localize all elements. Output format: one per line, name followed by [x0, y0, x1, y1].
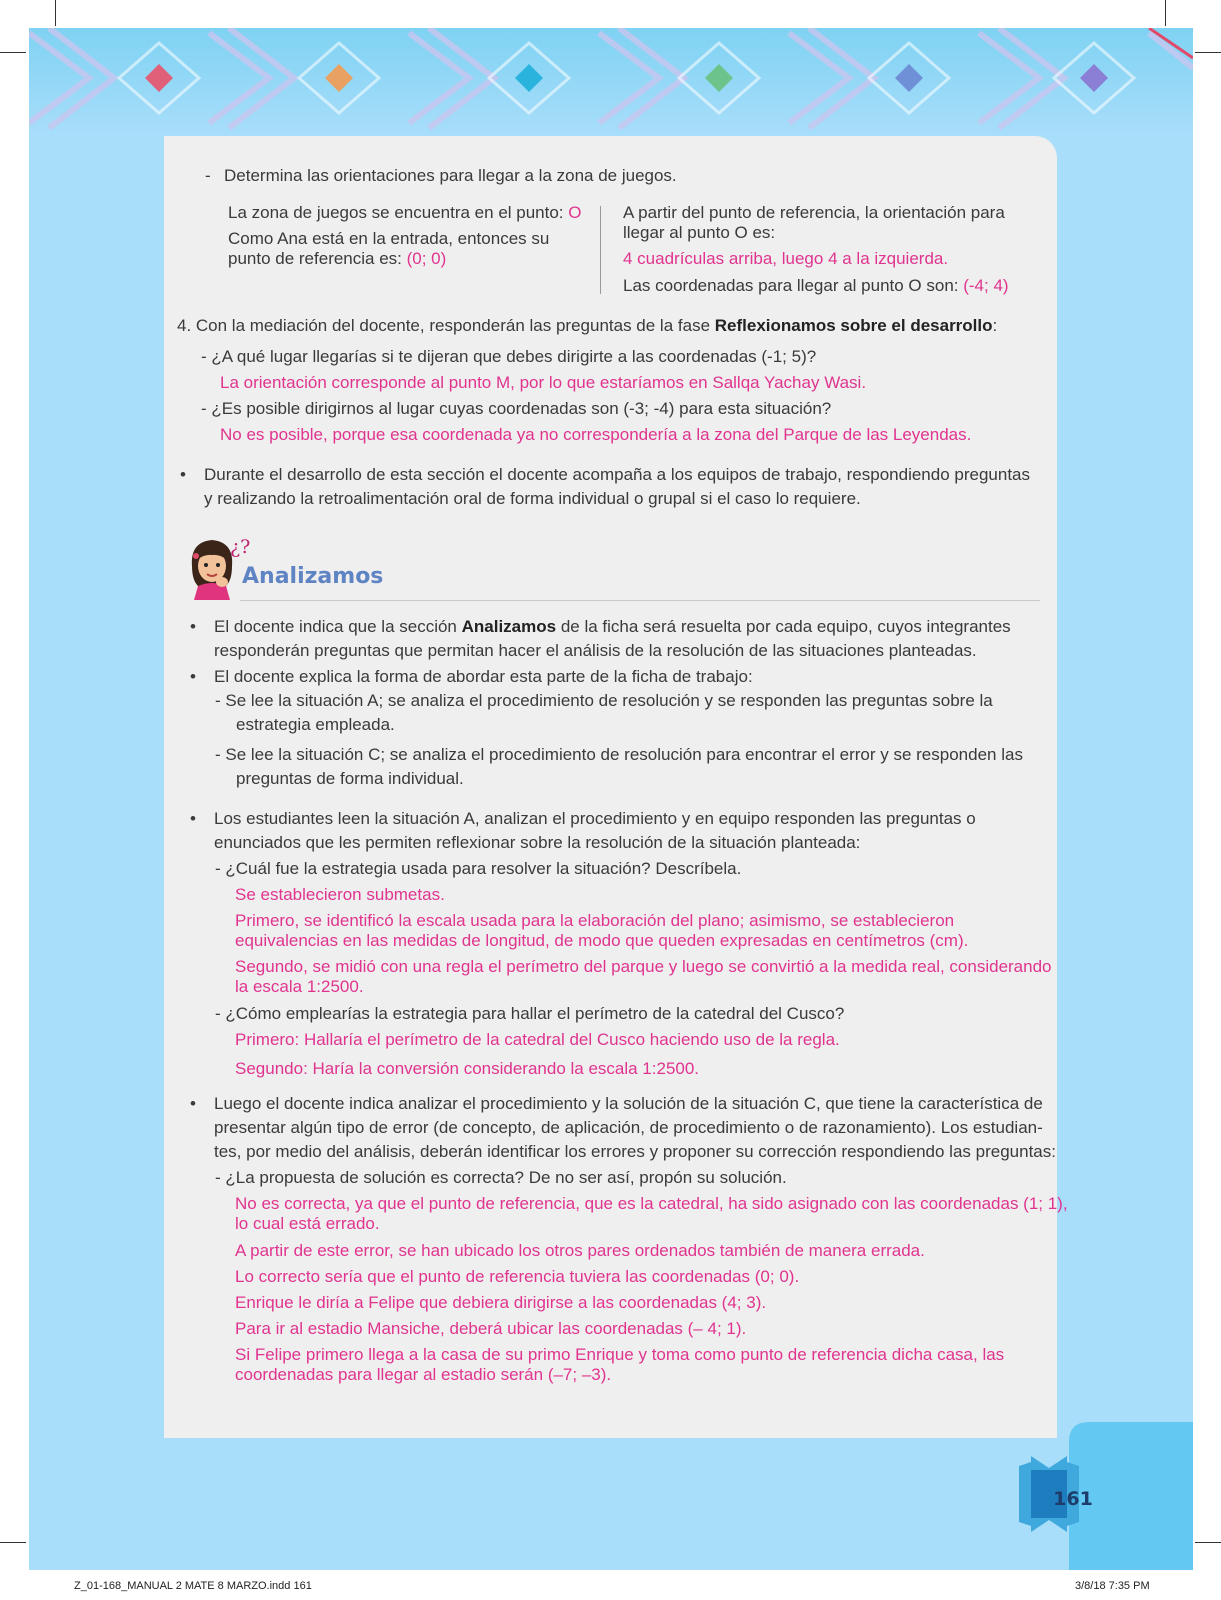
- text-line: A partir del punto de referencia, la orientación para: [623, 203, 1005, 222]
- text-line: preguntas de forma individual.: [236, 769, 464, 788]
- bullet: •: [190, 1094, 196, 1113]
- text-line: - ¿La propuesta de solución es correcta? De no ser así, propón su solución.: [215, 1168, 787, 1187]
- text-line: Luego el docente indica analizar el procedimiento y la solución de la situación C, que tiene la característica de: [214, 1094, 1043, 1113]
- crop-mark: [55, 0, 56, 26]
- crop-mark: [1195, 52, 1221, 53]
- answer-text: Lo correcto sería que el punto de referencia tuviera las coordenadas (0; 0).: [235, 1267, 800, 1286]
- text-line: - ¿A qué lugar llegarías si te dijeran que debes dirigirte a las coordenadas (-1; 5)?: [201, 347, 817, 366]
- text-line: estrategia empleada.: [236, 715, 395, 734]
- text-line: 4. Con la mediación del docente, responderán las preguntas de la fase: [177, 316, 715, 335]
- text-line: de la ficha será resuelta por cada equipo, cuyos integrantes: [556, 617, 1011, 636]
- bullet: •: [190, 809, 196, 828]
- question-marks: ¿?: [230, 536, 251, 558]
- crop-mark: [1165, 0, 1166, 26]
- text-line: - Se lee la situación A; se analiza el procedimiento de resolución y se responden las preguntas sobre la: [215, 691, 993, 710]
- answer-text: Enrique le diría a Felipe que debiera dirigirse a las coordenadas (4; 3).: [235, 1293, 767, 1312]
- page-number: 161: [1053, 1488, 1093, 1510]
- answer-text: Segundo: Haría la conversión considerando la escala 1:2500.: [235, 1059, 700, 1078]
- text-line: [228, 248, 446, 269]
- crop-mark: [0, 52, 26, 53]
- text-line: [177, 315, 997, 336]
- text-line: responderán preguntas que permitan hacer el análisis de la resolución de las situaciones planteadas.: [214, 641, 977, 660]
- answer-text: O: [568, 203, 582, 222]
- heading-divider: [240, 600, 1040, 601]
- text-line: :: [992, 316, 998, 335]
- text-line: La zona de juegos se encuentra en el punto:: [228, 203, 569, 222]
- text-line: Las coordenadas para llegar al punto O son:: [623, 276, 964, 295]
- answer-text: Primero: Hallaría el perímetro de la catedral del Cusco haciendo uso de la regla.: [235, 1030, 840, 1049]
- text-line: punto de referencia es:: [228, 249, 407, 268]
- answer-text: la escala 1:2500.: [235, 977, 364, 996]
- bold-text: Analizamos: [461, 617, 557, 636]
- text-line: El docente explica la forma de abordar esta parte de la ficha de trabajo:: [214, 667, 753, 686]
- text-line: Durante el desarrollo de esta sección el docente acompaña a los equipos de trabajo, respondiendo preguntas: [204, 465, 1030, 484]
- answer-text: Primero, se identificó la escala usada para la elaboración del plano; asimismo, se establecieron: [235, 911, 955, 930]
- bullet: •: [190, 617, 196, 636]
- bullet: •: [190, 667, 196, 686]
- text-line: Determina las orientaciones para llegar a la zona de juegos.: [224, 166, 677, 185]
- text-line: [623, 275, 1009, 296]
- bold-text: Reflexionamos sobre el desarrollo: [714, 316, 993, 335]
- crop-mark: [1195, 1542, 1221, 1543]
- answer-text: (0; 0): [406, 249, 447, 268]
- crop-mark: [0, 1542, 26, 1543]
- text-line: [214, 616, 1052, 637]
- text-line: enunciados que les permiten reflexionar sobre la resolución de la situación planteada:: [214, 833, 861, 852]
- text-line: - ¿Cuál fue la estrategia usada para resolver la situación? Descríbela.: [215, 859, 742, 878]
- answer-text: coordenadas para llegar al estadio serán (–7; –3).: [235, 1365, 612, 1384]
- text-line: -: [205, 166, 211, 185]
- answer-text: La orientación corresponde al punto M, por lo que estaríamos en Sallqa Yachay Wasi.: [220, 373, 867, 392]
- text-line: y realizando la retroalimentación oral de forma individual o grupal si el caso lo requiere.: [204, 489, 861, 508]
- answer-text: equivalencias en las medidas de longitud, de modo que queden expresadas en centímetros (cm).: [235, 931, 969, 950]
- footer-date: 3/8/18 7:35 PM: [1075, 1580, 1150, 1592]
- answer-text: Se establecieron submetas.: [235, 885, 445, 904]
- text-line: llegar al punto O es:: [623, 223, 776, 242]
- text-line: El docente indica que la sección: [214, 617, 462, 636]
- text-line: - ¿Es posible dirigirnos al lugar cuyas coordenadas son (-3; -4) para esta situación?: [201, 399, 832, 418]
- answer-text: Para ir al estadio Mansiche, deberá ubicar las coordenadas (– 4; 1).: [235, 1319, 747, 1338]
- answer-text: Segundo, se midió con una regla el perímetro del parque y luego se convirtió a la medida real, considerando: [235, 957, 1052, 976]
- answer-text: Si Felipe primero llega a la casa de su primo Enrique y toma como punto de referencia dicha casa, las: [235, 1345, 1005, 1364]
- text-line: - Se lee la situación C; se analiza el procedimiento de resolución para encontrar el error y se responden las: [215, 745, 1023, 764]
- column-divider: [600, 206, 601, 294]
- text-line: Los estudiantes leen la situación A, analizan el procedimiento y en equipo responden las preguntas o: [214, 809, 976, 828]
- text-line: tes, por medio del análisis, deberán identificar los errores y proponer su corrección respondiendo las preguntas:: [214, 1142, 1056, 1161]
- footer-file: Z_01-168_MANUAL 2 MATE 8 MARZO.indd 161: [74, 1580, 312, 1592]
- text-line: - ¿Cómo emplearías la estrategia para hallar el perímetro de la catedral del Cusco?: [215, 1004, 845, 1023]
- decorative-banner: [29, 28, 1193, 138]
- answer-text: No es correcta, ya que el punto de referencia, que es la catedral, ha sido asignado con las coordenadas (1; 1),: [235, 1194, 1068, 1213]
- text-line: Como Ana está en la entrada, entonces su: [228, 229, 550, 248]
- answer-text: (-4; 4): [963, 276, 1009, 295]
- section-heading: Analizamos: [242, 564, 384, 589]
- bullet: •: [180, 465, 186, 484]
- answer-text: lo cual está errado.: [235, 1214, 380, 1233]
- answer-text: 4 cuadrículas arriba, luego 4 a la izquierda.: [623, 249, 949, 268]
- text-line: [228, 202, 582, 223]
- text-line: presentar algún tipo de error (de concepto, de aplicación, de procedimiento o de razonamiento). Los estudian-: [214, 1118, 1043, 1137]
- answer-text: A partir de este error, se han ubicado los otros pares ordenados también de manera errada.: [235, 1241, 925, 1260]
- answer-text: No es posible, porque esa coordenada ya no correspondería a la zona del Parque de las Leyendas.: [220, 425, 972, 444]
